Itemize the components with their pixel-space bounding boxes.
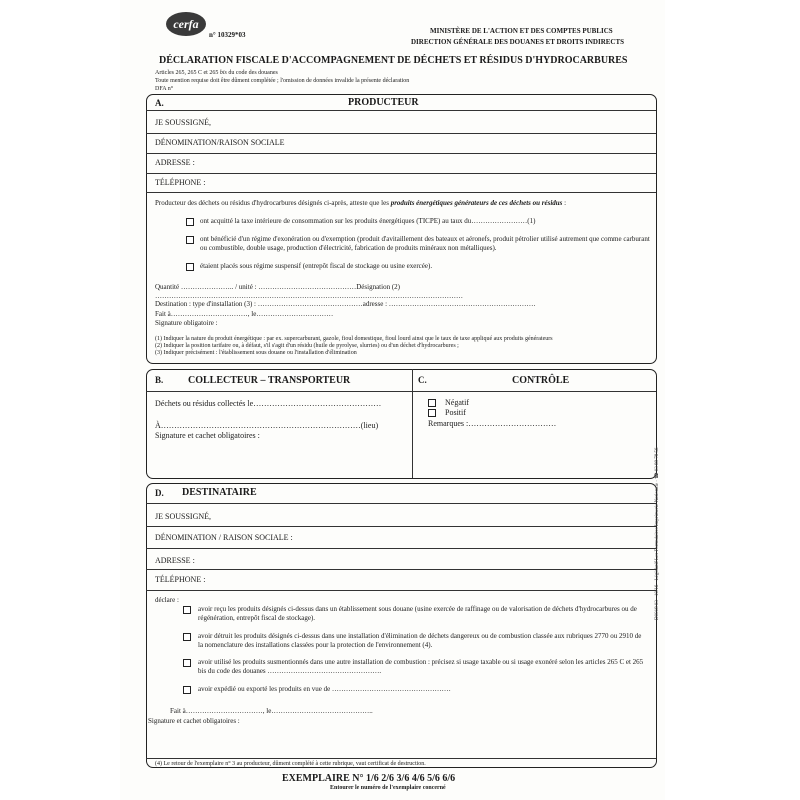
section-b-letter: B. [155,375,164,385]
printer-reference: D0018 03 · 10/16 · Législatif Les Formulaires Imprimerie Nationale · ☎ 03 88 78 56 [655,447,660,620]
collector-signature-label: Signature et cachet obligatoires : [155,431,260,440]
footnote-1: (1) Indiquer la nature du produit énergétique : par ex. supercarburant, gazole, fioul domestique, fioul lourd ainsi que le taux de taxe appliqué aux produits générateurs [155,336,553,342]
shipped-checkbox[interactable] [183,686,191,694]
recipient-signature-label: Signature et cachet obligatoires : [148,717,240,725]
section-a-box [146,94,657,364]
positive-control-checkbox[interactable] [428,409,436,417]
ministry-name: MINISTÈRE DE L'ACTION ET DES COMPTES PUBLICS [430,27,613,35]
cerfa-logo [165,10,207,38]
exemplaire-instruction: Entourer le numéro de l'exemplaire concerné [330,785,446,791]
exemption-checkbox[interactable] [186,236,194,244]
destruction-note: (4) Le retour de l'exemplaire n° 3 au producteur, dûment complété à cette rubrique, vaut certificat de destruction. [155,761,426,767]
section-a-title: PRODUCTEUR [348,97,419,108]
field-rule [146,133,656,134]
tax-paid-option-text: ont acquitté la taxe intérieure de consommation sur les produits énergétiques (TICPE) au taux du……………………(1) [200,217,536,225]
collection-date-line: Déchets ou résidus collectés le………………………………………… [155,399,382,408]
form-number: n° 10329*03 [209,31,246,39]
dotted-line: …………………………………………………………………………………………………………………… [155,292,463,300]
field-rule [146,173,656,174]
recipient-company-label: DÉNOMINATION / RAISON SOCIALE : [155,533,293,542]
dfa-number-label: DFA n° [155,86,174,92]
producer-name-label: JE SOUSSIGNÉ, [155,118,212,127]
field-rule [146,548,656,549]
direction-name: DIRECTION GÉNÉRALE DES DOUANES ET DROITS INDIRECTS [411,38,625,46]
section-d-footer-rule [146,758,656,759]
suspensive-regime-option-text: étaient placés sous régime suspensif (entrepôt fiscal de stockage ou usine exercée). [200,262,433,270]
section-c-title: CONTRÔLE [512,375,570,386]
received-option-text: avoir reçu les produits désignés ci-dessus dans un établissement sous douane (usine exercée de raffinage ou de valorisation de déchets d'hydrocarbures ou de régénération, entrepôt fiscal de stockage). [198,605,637,622]
svg-text:cerfa: cerfa [173,17,199,31]
used-checkbox[interactable] [183,659,191,667]
quantity-line: Quantité ………………….. / unité : ……………………………………Désignation (2) [155,283,400,291]
exemplaire-numbers: EXEMPLAIRE N° 1/6 2/6 3/6 4/6 5/6 6/6 [282,773,456,784]
producer-signature-label: Signature obligatoire : [155,319,218,327]
suspensive-regime-checkbox[interactable] [186,263,194,271]
recipient-name-label: JE SOUSSIGNÉ, [155,512,212,521]
articles-reference: Articles 265, 265 C et 265 bis du code des douanes [155,70,278,76]
footnote-3: (3) Indiquer précisément : l'établissement sous douane ou l'installation d'élimination [155,350,357,356]
section-d-letter: D. [155,488,164,498]
received-checkbox[interactable] [183,606,191,614]
field-rule [146,569,656,570]
control-remarks-line: Remarques :…………………………… [428,419,557,428]
section-bc-header-rule [146,391,656,392]
field-rule [146,192,656,193]
recipient-phone-label: TÉLÉPHONE : [155,575,206,584]
tax-paid-checkbox[interactable] [186,218,194,226]
exemption-option-text: ont bénéficié d'un régime d'exonération ou d'exemption (produit d'avitaillement des bateaux et aéronefs, produit pétrolier utilisé autrement que comme carburant ou combustible, double usage, production d'électricité, fabrication de produits minéraux non métalliques). [200,235,650,252]
section-c-letter: C. [418,375,427,385]
footnote-2: (2) Indiquer la position tarifaire ou, à défaut, s'il s'agit d'un résidu (huile de pyrolyse, slurries) ou d'un déchet d'hydrocarbures ; [155,343,459,349]
positive-control-label: Positif [445,408,466,417]
producer-address-label: ADRESSE : [155,158,195,167]
recipient-address-label: ADRESSE : [155,556,195,565]
producer-attestation-intro: Producteur des déchets ou résidus d'hydrocarbures désignés ci-après, atteste que les produits énergétiques générateurs de ces déchets ou résidus : [155,199,567,207]
declare-label: déclare : [155,596,179,604]
field-rule [146,153,656,154]
recipient-date-place-line: Fait à……………………………, le…………………………………….. [170,707,373,715]
section-bc-divider [412,369,413,478]
collection-place-line: À…………………………………………………………………(lieu) [155,421,379,430]
field-rule [146,526,656,527]
notice-text: Toute mention requise doit être dûment complétée ; l'omission de données invalide la présente déclaration [155,78,410,84]
shipped-option-text: avoir expédié ou exporté les produits en vue de …………………………………………… [198,685,451,693]
section-d-title: DESTINATAIRE [182,487,257,498]
form-title: DÉCLARATION FISCALE D'ACCOMPAGNEMENT DE DÉCHETS ET RÉSIDUS D'HYDROCARBURES [159,55,628,66]
destroyed-checkbox[interactable] [183,633,191,641]
destination-line: Destination : type d'installation (3) : ………………………………………adresse : ……………………………………………………… [155,300,536,308]
section-d-header-rule [146,503,656,504]
section-a-letter: A. [155,98,164,108]
negative-control-checkbox[interactable] [428,399,436,407]
producer-company-label: DÉNOMINATION/RAISON SOCIALE [155,138,285,147]
section-b-title: COLLECTEUR – TRANSPORTEUR [188,375,351,386]
destroyed-option-text: avoir détruit les produits désignés ci-dessus dans une installation d'élimination de déchets dangereux ou de combustion classée aux rubriques 2770 ou 2910 de la nomenclature des installations classées pour la protection de l'environnement (4). [198,632,642,649]
field-rule [146,590,656,591]
producer-phone-label: TÉLÉPHONE : [155,178,206,187]
producer-date-place-line: Fait à……………………………, le…………………………… [155,310,334,318]
used-option-text: avoir utilisé les produits susmentionnés dans une autre installation de combustion : précisez si usage taxable ou si usage exonéré selon les articles 265 C et 265 bis du code des douanes …………………………………………. [198,658,644,675]
negative-control-label: Négatif [445,398,469,407]
section-a-header-rule [146,110,656,111]
